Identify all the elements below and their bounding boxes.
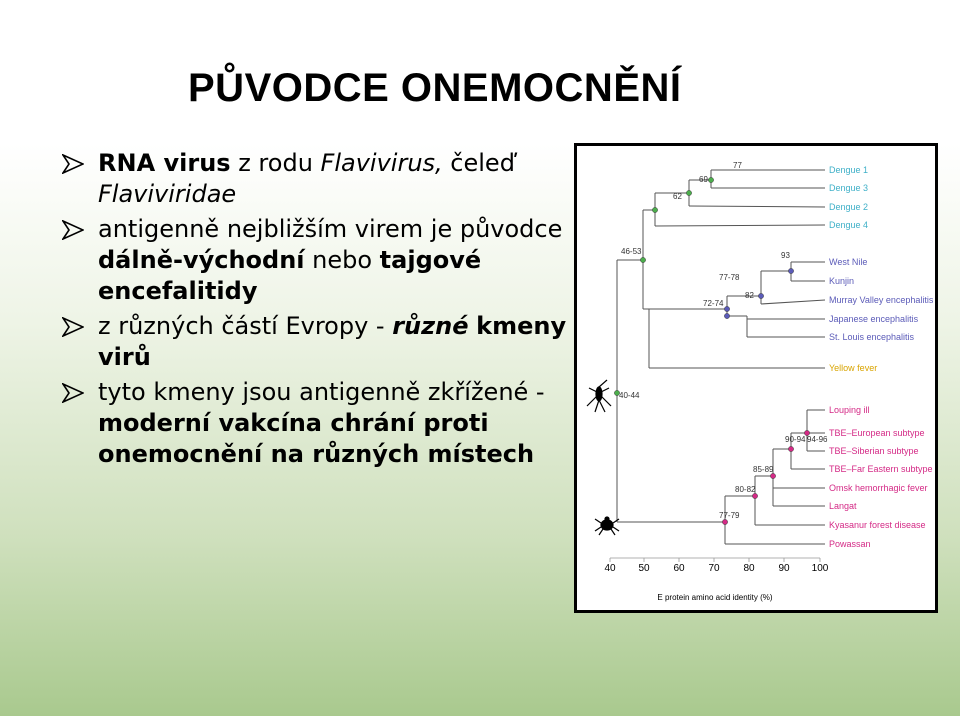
node-label: 85-89 — [753, 465, 774, 474]
node-label: 77-79 — [719, 511, 740, 520]
bullet-text: z rodu — [230, 149, 321, 177]
bullet-text: kmeny virů — [98, 312, 567, 371]
tree-node — [788, 446, 793, 451]
tree-node — [708, 177, 713, 182]
node-label: 40-44 — [619, 391, 640, 400]
bullet-text: tajgové encefalitidy — [98, 246, 482, 305]
axis-tick-label: 60 — [673, 563, 685, 574]
bullet-item — [62, 214, 582, 307]
axis-title: E protein amino acid identity (%) — [657, 593, 773, 602]
taxon-label: Kunjin — [829, 276, 855, 286]
bullet-text: různé — [392, 312, 469, 340]
taxon-label: West Nile — [829, 257, 868, 267]
tree-node — [640, 257, 645, 262]
bullet-item — [62, 377, 582, 470]
taxon-label: Japanese encephalitis — [829, 314, 919, 324]
bullet-text: čeleď — [442, 149, 515, 177]
axis-tick-label: 50 — [638, 563, 650, 574]
tree-node — [758, 293, 763, 298]
tree-branch — [655, 225, 825, 226]
node-label: 77 — [733, 161, 742, 170]
slide-title: PŮVODCE ONEMOCNĚNÍ — [188, 66, 682, 110]
taxon-label: St. Louis encephalitis — [829, 332, 915, 342]
tree-node — [724, 306, 729, 311]
arrowhead-bullet-icon — [62, 383, 84, 403]
axis-tick-label: 80 — [743, 563, 755, 574]
tick-icon — [595, 517, 619, 535]
node-label: 46-53 — [621, 247, 642, 256]
tree-branch — [761, 300, 825, 304]
taxon-label: Dengue 4 — [829, 220, 869, 230]
tree-branch — [689, 206, 825, 207]
axis-tick-label: 100 — [811, 563, 829, 574]
arrowhead-bullet-icon — [62, 317, 84, 337]
taxon-label: Yellow fever — [829, 363, 878, 373]
tree-node — [686, 190, 691, 195]
tree-node — [770, 473, 775, 478]
arrowhead-bullet-icon — [62, 154, 84, 174]
tree-node — [652, 207, 657, 212]
taxon-label: TBE–Siberian subtype — [829, 446, 919, 456]
arrowhead-bullet-icon — [62, 220, 84, 240]
bullet-text: RNA virus — [98, 149, 231, 177]
taxon-label: Louping ill — [829, 405, 870, 415]
node-label: 94-96 — [807, 435, 828, 444]
taxon-label: Powassan — [829, 539, 871, 549]
taxon-label: Dengue 3 — [829, 183, 869, 193]
tree-node — [788, 268, 793, 273]
axis-tick-label: 70 — [708, 563, 720, 574]
bullet-text: Flaviviridae — [98, 180, 237, 208]
tree-node — [752, 493, 757, 498]
axis-tick-label: 40 — [604, 563, 616, 574]
bullet-text: dálně-východní — [98, 246, 305, 274]
bullet-text: nebo — [304, 246, 380, 274]
bullet-text: antigenně nejbližším virem je původce — [98, 215, 563, 243]
tree-node — [724, 313, 729, 318]
node-label: 80-82 — [735, 485, 756, 494]
bullet-text: moderní vakcína chrání proti onemocnění na různých místech — [98, 409, 535, 468]
node-label: 69 — [699, 175, 708, 184]
node-label: 72-74 — [703, 299, 724, 308]
node-label: 77-78 — [719, 273, 740, 282]
node-label: 62 — [673, 192, 682, 201]
bullet-text: Flavivirus, — [320, 149, 443, 177]
taxon-label: Kyasanur forest disease — [829, 520, 926, 530]
axis-tick-label: 90 — [778, 563, 790, 574]
bullet-item — [62, 148, 582, 210]
phylogenetic-tree-figure — [574, 143, 938, 613]
tree-node — [722, 519, 727, 524]
phylogenetic-tree — [577, 146, 935, 610]
taxon-label: Dengue 1 — [829, 165, 869, 175]
bullet-text: tyto kmeny jsou antigenně zkřížené - — [98, 378, 545, 406]
taxon-label: Murray Valley encephalitis — [829, 295, 934, 305]
taxon-label: Dengue 2 — [829, 202, 869, 212]
node-label: 90-94 — [785, 435, 806, 444]
taxon-label: Langat — [829, 501, 857, 511]
bullet-text: z různých částí Evropy - — [98, 312, 393, 340]
bullet-list — [62, 148, 582, 474]
taxon-label: Omsk hemorrhagic fever — [829, 483, 928, 493]
bullet-text — [468, 312, 476, 340]
node-label: 82 — [745, 291, 754, 300]
bullet-item — [62, 311, 582, 373]
taxon-label: TBE–Far Eastern subtype — [829, 464, 933, 474]
node-label: 93 — [781, 251, 790, 260]
mosquito-icon — [587, 380, 611, 412]
taxon-label: TBE–European subtype — [829, 428, 925, 438]
